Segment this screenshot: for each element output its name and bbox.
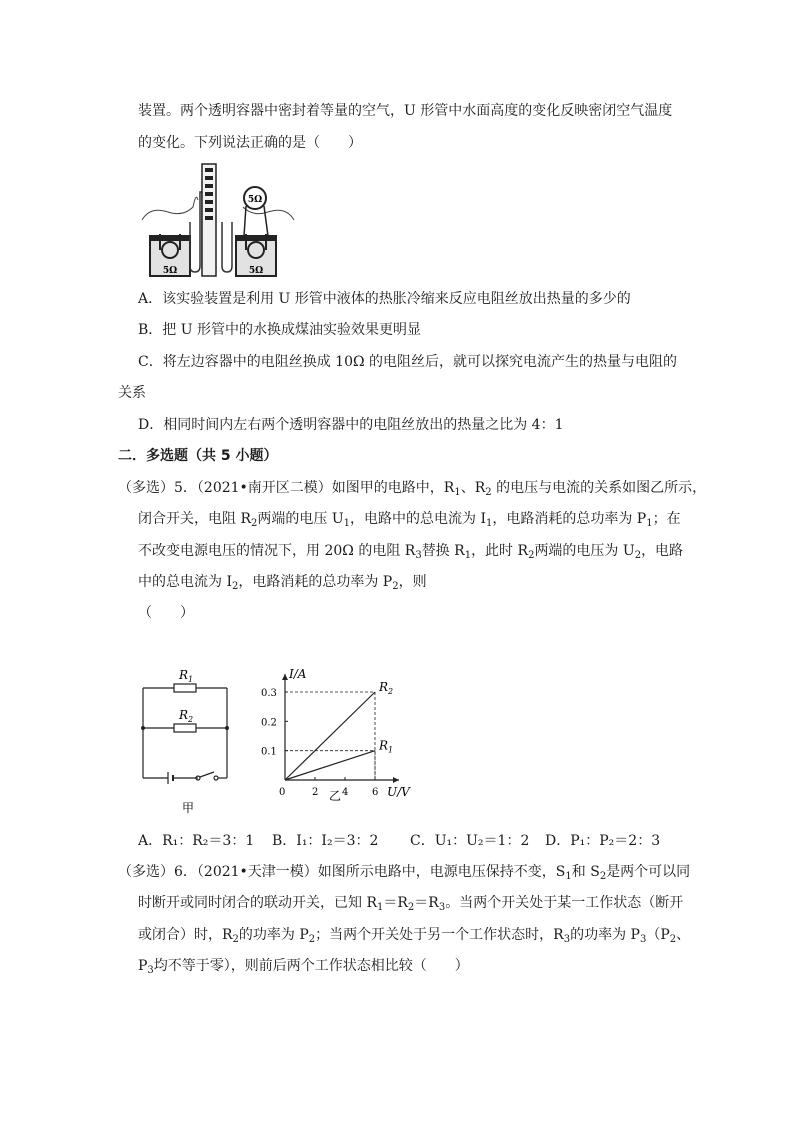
q5-line4: 中的总电流为 $I_2$，电路消耗的总功率为 $P_2$，则: [138, 574, 427, 592]
q5-option-d: D．P₁：P₂＝2：3: [545, 833, 661, 849]
label-r1: $R_1$: [179, 668, 194, 684]
section-heading: 二．多选题（共 5 小题）: [118, 448, 278, 464]
y-axis-label: I/A: [289, 667, 307, 681]
resistor-r1: [174, 684, 196, 692]
circuit-diagram-jia: [138, 662, 238, 822]
chart-yi: [255, 660, 425, 812]
q4-option-c-line1: C．将左边容器中的电阻丝换成 10Ω 的电阻丝后，就可以探究电流产生的热量与电阻的: [138, 354, 678, 370]
q5-line1: （多选）5．（2021•南开区二模）如图甲的电路中，$R_1$、$R_2$ 的电压与电流的关系如图乙所示，: [118, 480, 707, 498]
y-tick-label: 0.1: [261, 746, 277, 758]
left-resistor-label: 5Ω: [162, 266, 178, 276]
q6-line3: 或闭合）时，$R_2$的功率为 $P_2$；当两个开关处于另一个工作状态时，$R_3$的功率为 $P_3(P_2$、: [138, 927, 691, 945]
q6-line4: $P_3$均不等于零），则前后两个工作状态相比较（ ）: [138, 958, 469, 976]
y-tick-label: 0.3: [261, 688, 277, 699]
x-tick-label: 2: [312, 787, 319, 798]
right-resistor-label: 5Ω: [248, 266, 264, 276]
q5-option-a: A．R₁：R₂＝3：1: [138, 833, 255, 849]
switch: [200, 772, 214, 777]
q6-line2: 时断开或同时闭合的联动开关，已知 $R_1=R_2=R_3$。当两个开关处于某一工作状态（断开: [138, 895, 684, 913]
joule-heating-apparatus-figure: [138, 162, 298, 280]
q4-option-b: B．把 U 形管中的水换成煤油实验效果更明显: [138, 322, 421, 338]
q5-line3: 不改变电源电压的情况下，用 20Ω 的电阻 $R_3$替换 $R_1$，此时 $R_2$两端的电压为 $U_2$，电路: [138, 543, 684, 561]
label-r2: $R_2$: [179, 708, 194, 724]
q6-line1: （多选）6．（2021•天津一模）如图所示电路中，电源电压保持不变，$S_1$和 $S_2$是两个可以同: [118, 864, 691, 882]
outside-resistor-label: 5Ω: [247, 195, 263, 205]
x-axis-label: U/V: [387, 785, 410, 799]
x-tick-label: 6: [372, 787, 379, 798]
series-label: $R_2$: [379, 680, 394, 696]
caption-jia: 甲: [182, 801, 195, 815]
q4-option-c-line2: 关系: [118, 385, 146, 401]
q5-line2: 闭合开关，电阻 $R_2$两端的电压 $U_1$，电路中的总电流为 $I_1$，电路消耗的总功率为 $P_1$；在: [138, 511, 681, 529]
resistor-r2: [174, 724, 196, 732]
q5-option-c: C．U₁：U₂＝1：2: [410, 833, 530, 849]
q5-answer-paren: （ ）: [138, 605, 194, 621]
q4-option-a: A．该实验装置是利用 U 形管中液体的热胀冷缩来反应电阻丝放出热量的多少的: [138, 291, 631, 307]
q4-stem-line1: 装置。两个透明容器中密封着等量的空气，U 形管中水面高度的变化反映密闭空气温度: [138, 103, 673, 119]
series-label: $R_1$: [379, 738, 394, 755]
series-line-1: [285, 692, 375, 780]
q4-stem-line2: 的变化。下列说法正确的是（ ）: [138, 135, 362, 151]
y-tick-label: 0.2: [261, 717, 277, 729]
q5-option-b: B．I₁：I₂＝3：2: [272, 833, 379, 849]
y-axis-arrow: [282, 674, 288, 680]
x-tick-label: 4: [342, 787, 349, 798]
x-tick-label: 0: [279, 787, 286, 798]
caption-yi: 乙: [329, 789, 342, 803]
q4-option-d: D．相同时间内左右两个透明容器中的电阻丝放出的热量之比为 4：1: [138, 417, 564, 433]
x-axis-arrow: [393, 777, 399, 783]
series-line-2: [285, 751, 375, 780]
